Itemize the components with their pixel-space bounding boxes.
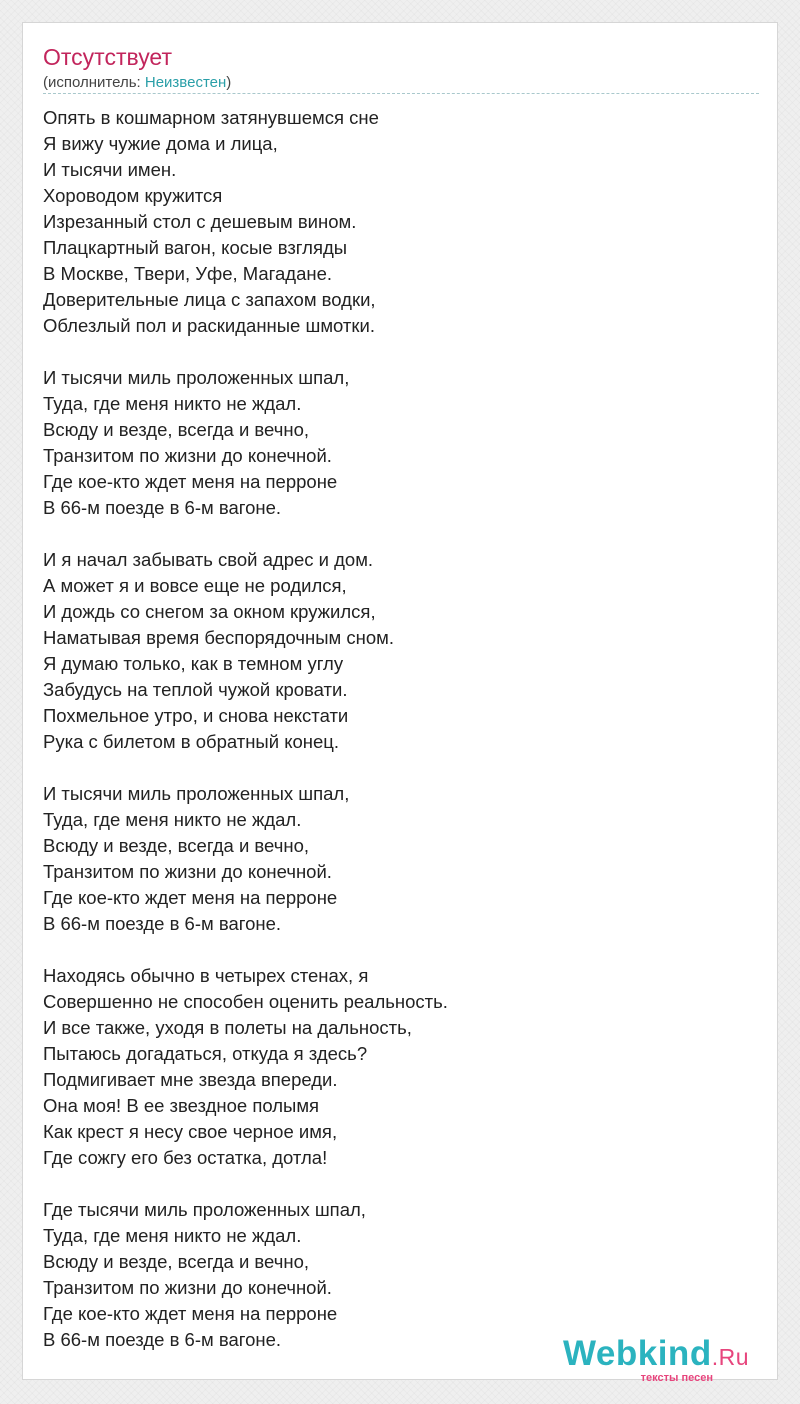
lyrics-line: Опять в кошмарном затянувшемся сне — [43, 107, 379, 128]
lyrics-line: Она моя! В ее звездное полымя — [43, 1095, 320, 1116]
lyrics-line: И дождь со снегом за окном кружился, — [43, 601, 376, 622]
lyrics-line: В 66-м поезде в 6-м вагоне. — [43, 497, 282, 518]
lyrics-line: Транзитом по жизни до конечной. — [43, 445, 332, 466]
lyrics-line: Рука с билетом в обратный конец. — [43, 731, 340, 752]
artist-link[interactable]: Неизвестен — [144, 74, 227, 91]
lyrics-line: И я начал забывать свой адрес и дом. — [43, 549, 374, 570]
lyrics-line: Доверительные лица с запахом водки, — [43, 289, 376, 310]
lyrics-line: Где тысячи миль проложенных шпал, — [43, 1199, 366, 1220]
lyrics-line: Находясь обычно в четырех стенах, я — [43, 965, 369, 986]
logo-tagline: тексты песен — [640, 1372, 713, 1384]
lyrics-line: В 66-м поезде в 6-м вагоне. — [43, 1329, 282, 1350]
lyrics-line: Как крест я несу свое черное имя, — [43, 1121, 338, 1142]
lyrics-line: Пытаюсь догадаться, откуда я здесь? — [43, 1043, 368, 1064]
lyrics-line: Я вижу чужие дома и лица, — [43, 133, 278, 154]
lyrics-line: И тысячи имен. — [43, 159, 177, 180]
lyrics-card — [22, 22, 778, 1384]
lyrics-line: И тысячи миль проложенных шпал, — [43, 783, 350, 804]
lyrics-line: Где кое-кто ждет меня на перроне — [43, 471, 338, 492]
lyrics-line: Хороводом кружится — [43, 185, 223, 206]
lyrics-line: Туда, где меня никто не ждал. — [43, 809, 302, 830]
lyrics-line: В Москве, Твери, Уфе, Магадане. — [43, 263, 333, 284]
logo-domain: .Ru — [711, 1344, 749, 1370]
lyrics-line: Подмигивает мне звезда впереди. — [43, 1069, 338, 1090]
lyrics-line: Транзитом по жизни до конечной. — [43, 1277, 332, 1298]
lyrics-line: Плацкартный вагон, косые взгляды — [43, 237, 348, 258]
lyrics-line: Всюду и везде, всегда и вечно, — [43, 419, 310, 440]
lyrics-stanza — [43, 1197, 743, 1353]
lyrics-line: Всюду и везде, всегда и вечно, — [43, 1251, 310, 1272]
lyrics-stanza — [43, 105, 743, 339]
lyrics-text — [43, 105, 743, 1379]
lyrics-line: Где сожгу его без остатка, дотла! — [43, 1147, 328, 1168]
lyrics-line: Облезлый пол и раскиданные шмотки. — [43, 315, 375, 336]
lyrics-stanza — [43, 781, 743, 937]
lyrics-stanza — [43, 547, 743, 755]
lyrics-line: А может я и вовсе еще не родился, — [43, 575, 347, 596]
song-title: Отсутствует — [43, 44, 172, 70]
lyrics-line: В 66-м поезде в 6-м вагоне. — [43, 913, 282, 934]
lyrics-line: Похмельное утро, и снова некстати — [43, 705, 349, 726]
lyrics-stanza — [43, 963, 743, 1171]
site-logo[interactable] — [563, 1336, 749, 1386]
artist-line — [43, 73, 231, 93]
lyrics-line: Туда, где меня никто не ждал. — [43, 393, 302, 414]
logo-wordmark: Webkind — [563, 1334, 712, 1373]
title-divider — [43, 93, 759, 94]
lyrics-line: Всюду и везде, всегда и вечно, — [43, 835, 310, 856]
lyrics-line: Где кое-кто ждет меня на перроне — [43, 1303, 338, 1324]
lyrics-line: Забудусь на теплой чужой кровати. — [43, 679, 348, 700]
lyrics-line: Наматывая время беспорядочным сном. — [43, 627, 395, 648]
lyrics-line: Где кое-кто ждет меня на перроне — [43, 887, 338, 908]
lyrics-line: Я думаю только, как в темном углу — [43, 653, 344, 674]
lyrics-stanza — [43, 365, 743, 521]
artist-suffix: ) — [226, 74, 232, 91]
lyrics-line: Туда, где меня никто не ждал. — [43, 1225, 302, 1246]
lyrics-line: Совершенно не способен оценить реальность. — [43, 991, 448, 1012]
lyrics-line: Транзитом по жизни до конечной. — [43, 861, 332, 882]
artist-prefix: (исполнитель: — [43, 74, 145, 91]
lyrics-line: И тысячи миль проложенных шпал, — [43, 367, 350, 388]
lyrics-line: Изрезанный стол с дешевым вином. — [43, 211, 357, 232]
lyrics-line: И все также, уходя в полеты на дальность, — [43, 1017, 412, 1038]
